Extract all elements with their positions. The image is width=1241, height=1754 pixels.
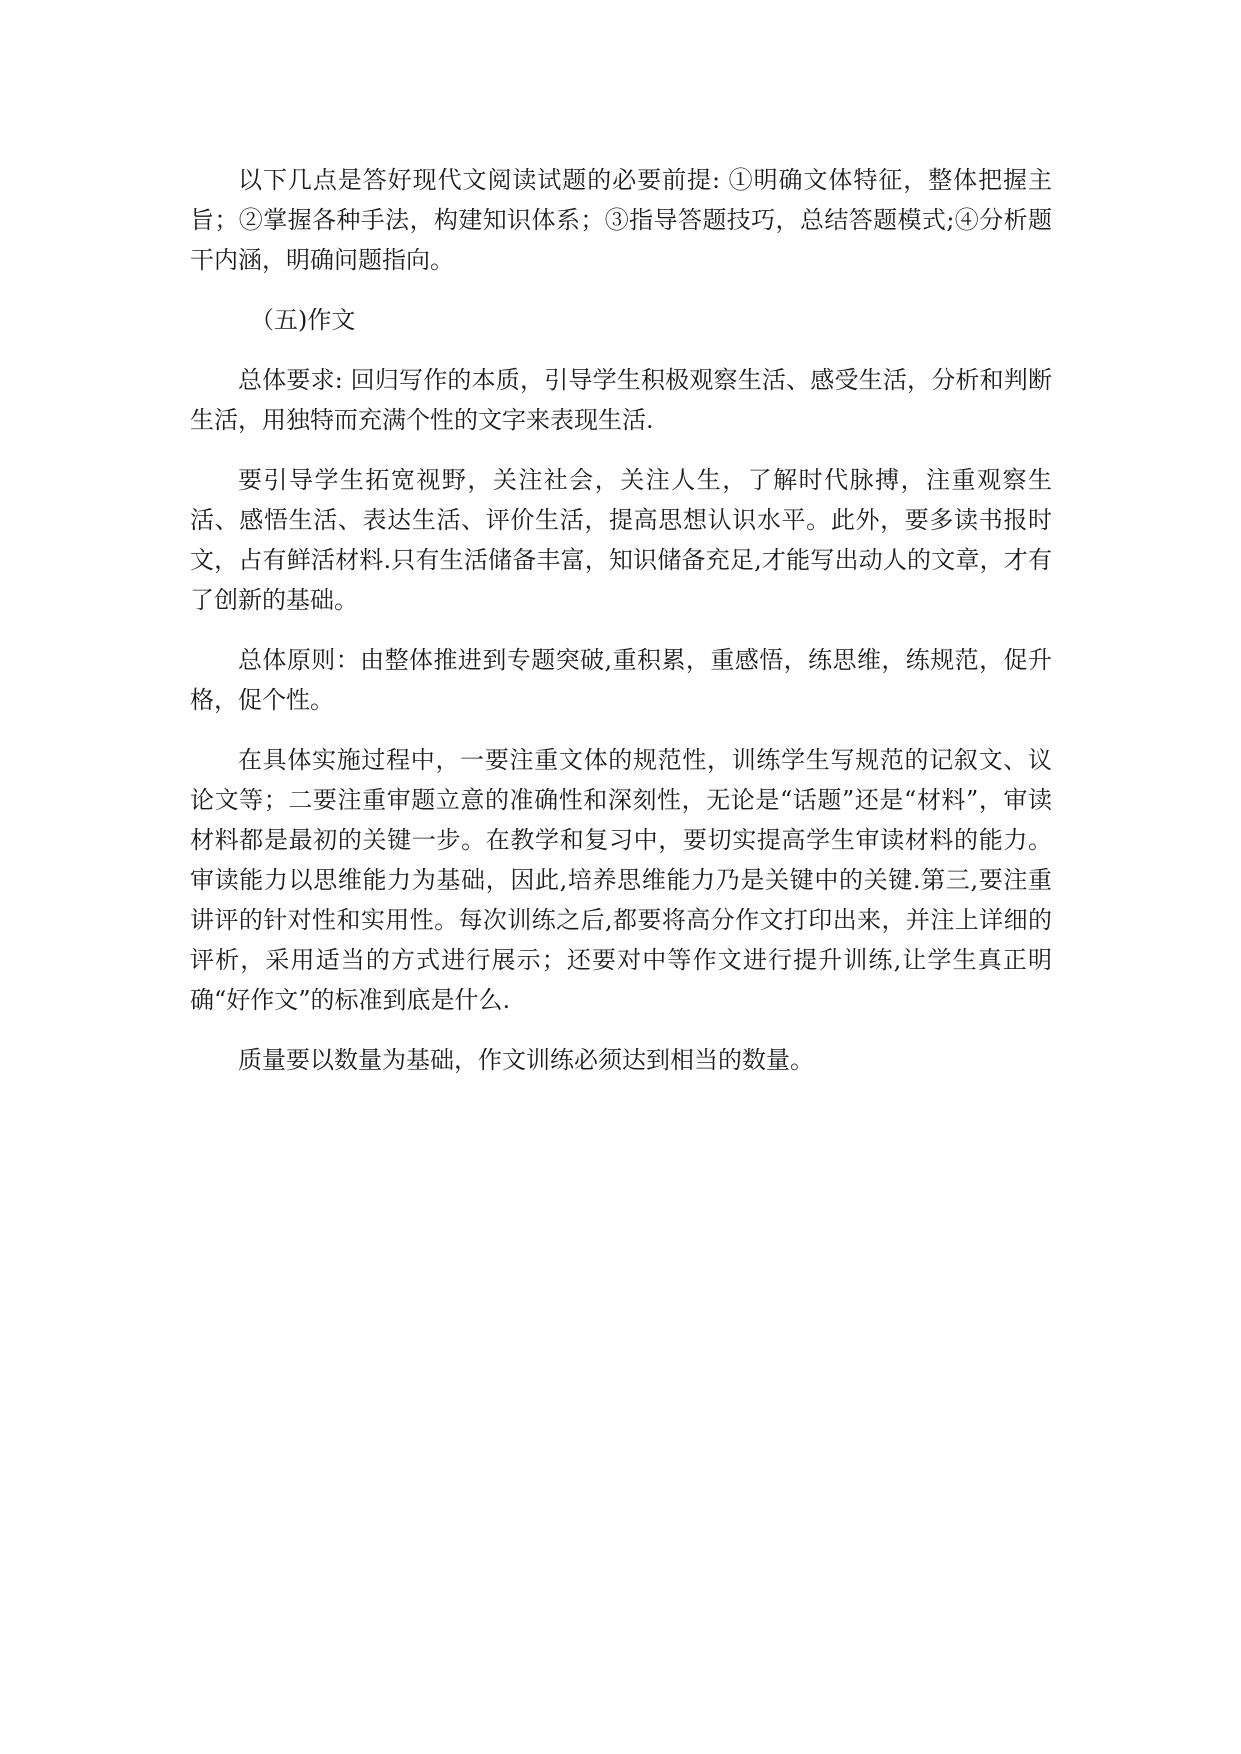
document-body [190,160,1052,1100]
paragraph-general-requirements: 总体要求: 回归写作的本质，引导学生积极观察生活、感受生活，分析和判断生活，用独特而充满个性的文字来表现生活. [190,366,1052,434]
paragraph-general-principles: 总体原则：由整体推进到专题突破,重积累，重感悟，练思维，练规范，促升格，促个性。 [190,646,1052,714]
paragraph-implementation: 在具体实施过程中，一要注重文体的规范性，训练学生写规范的记叙文、议论文等；二要注重审题立意的准确性和深刻性，无论是“话题”还是“材料”，审读材料都是最初的关键一步。在教学和复习中，要切实提高学生审读材料的能力。审读能力以思维能力为基础，因此,培养思维能力乃是关键中的关键.第三,要注重讲评的针对性和实用性。每次训练之后,都要将高分作文打印出来，并注上详细的评析，采用适当的方式进行展示；还要对中等作文进行提升训练,让学生真正明确“好作文”的标准到底是什么. [190,746,1052,1014]
paragraph-reading-prerequisites: 以下几点是答好现代文阅读试题的必要前提: ①明确文体特征，整体把握主旨；②掌握各种手法，构建知识体系；③指导答题技巧，总结答题模式;④分析题干内涵，明确问题指向。 [190,166,1052,274]
paragraph-quality-quantity: 质量要以数量为基础，作文训练必须达到相当的数量。 [238,1046,814,1074]
section-heading-composition: （五)作文 [250,306,356,334]
paragraph-broaden-horizons: 要引导学生拓宽视野，关注社会，关注人生，了解时代脉搏，注重观察生活、感悟生活、表达生活、评价生活，提高思想认识水平。此外，要多读书报时文，占有鲜活材料.只有生活储备丰富，知识储备充足,才能写出动人的文章，才有了创新的基础。 [190,466,1052,614]
